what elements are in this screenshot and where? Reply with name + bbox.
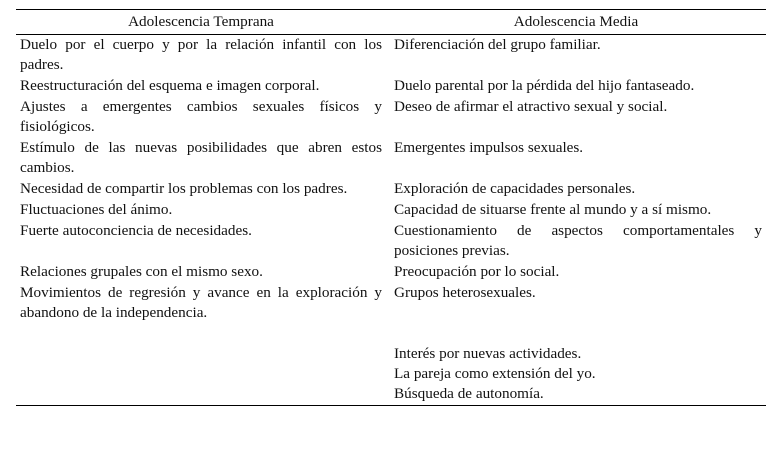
- table-row-extra: [16, 324, 766, 406]
- cell-early: Duelo por el cuerpo y por la relación infantil con los padres.: [20, 36, 382, 73]
- cell-early: Fluctuaciones del ánimo.: [20, 201, 173, 218]
- comparison-table: [16, 9, 766, 406]
- cell-early: Fuerte autoconciencia de necesidades.: [20, 222, 252, 239]
- cell-middle: Capacidad de situarse frente al mundo y a sí mismo.: [394, 201, 712, 218]
- list-item: La pareja como extensión del yo.: [394, 365, 596, 382]
- table-row: [16, 35, 766, 77]
- cell-middle: Diferenciación del grupo familiar.: [394, 36, 601, 53]
- cell-early: Necesidad de compartir los problemas con los padres.: [20, 180, 348, 197]
- table-row: [16, 283, 766, 324]
- cell-middle: Preocupación por lo social.: [394, 263, 560, 280]
- table-row: [16, 76, 766, 97]
- cell-early: Ajustes a emergentes cambios sexuales físicos y fisiológicos.: [20, 98, 382, 135]
- table-row: [16, 97, 766, 138]
- cell-middle: Cuestionamiento de aspectos comportamentales y posiciones previas.: [394, 222, 762, 259]
- cell-middle-list: [386, 324, 766, 406]
- list-item: Interés por nuevas actividades.: [394, 345, 582, 362]
- cell-early: Estímulo de las nuevas posibilidades que abren estos cambios.: [20, 139, 382, 176]
- cell-early: Reestructuración del esquema e imagen corporal.: [20, 77, 320, 94]
- table-row: [16, 221, 766, 262]
- cell-middle: Emergentes impulsos sexuales.: [394, 139, 584, 156]
- table-row: [16, 179, 766, 200]
- table-row: [16, 262, 766, 283]
- cell-middle: Deseo de afirmar el atractivo sexual y social.: [394, 98, 668, 115]
- cell-middle: Grupos heterosexuales.: [394, 284, 536, 301]
- table-row: [16, 138, 766, 179]
- document-page: [16, 9, 766, 469]
- header-early-adolescence: Adolescencia Temprana: [16, 10, 386, 35]
- list-item: Búsqueda de autonomía.: [394, 385, 544, 402]
- cell-early: Relaciones grupales con el mismo sexo.: [20, 263, 263, 280]
- cell-early: Movimientos de regresión y avance en la exploración y abandono de la independencia.: [20, 284, 382, 321]
- cell-middle: Exploración de capacidades personales.: [394, 180, 636, 197]
- cell-middle: Duelo parental por la pérdida del hijo fantaseado.: [394, 77, 695, 94]
- cell-early-empty: [16, 324, 386, 406]
- spacer: [394, 324, 762, 344]
- table-row: [16, 200, 766, 221]
- table-header-row: [16, 10, 766, 35]
- header-middle-adolescence: Adolescencia Media: [386, 10, 766, 35]
